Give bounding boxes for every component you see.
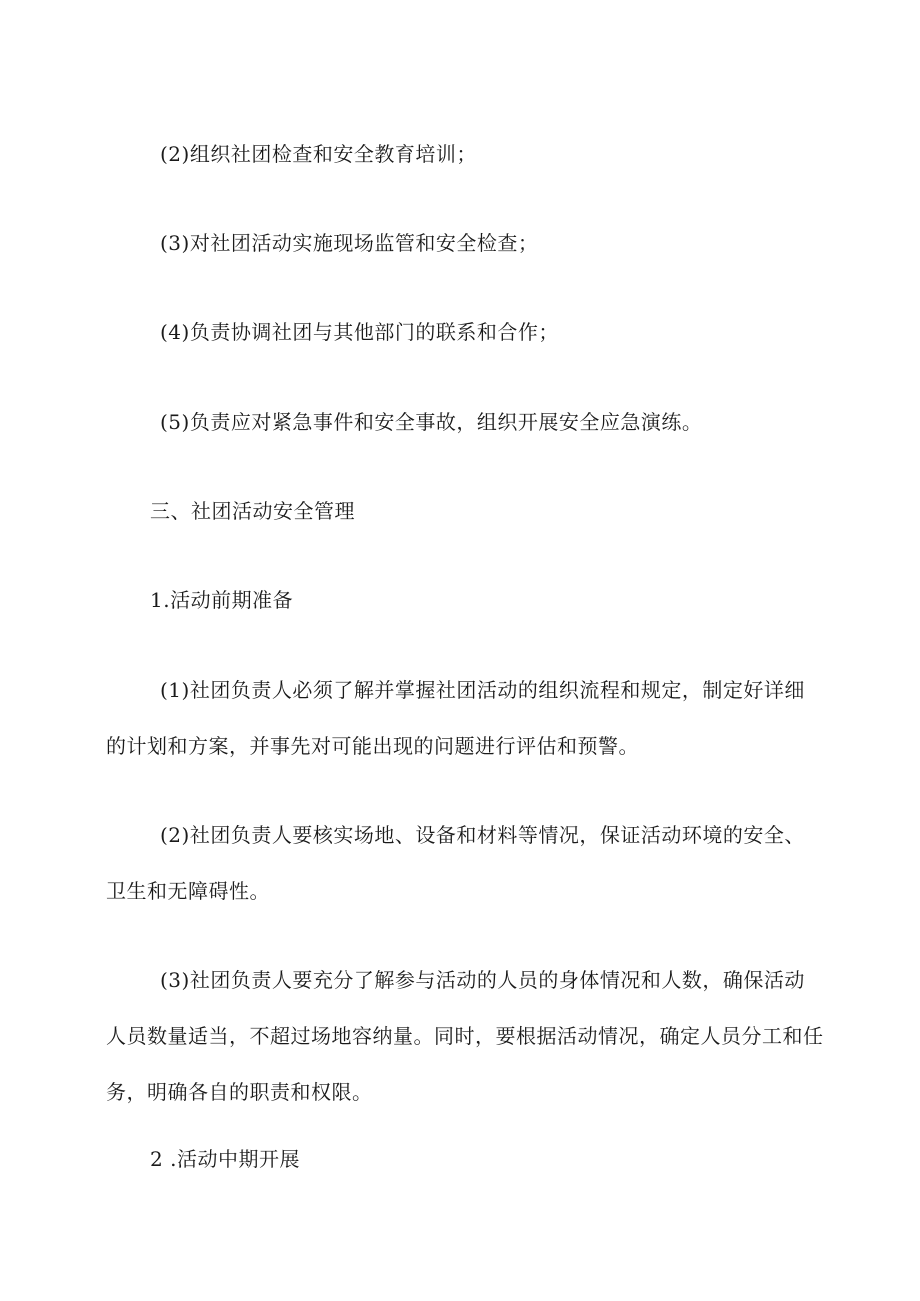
item-4-coordination: (4)负责协调社团与其他部门的联系和合作； xyxy=(160,320,559,344)
paragraph-3-line-2: 人员数量适当，不超过场地容纳量。同时，要根据活动情况，确定人员分工和任 xyxy=(106,1024,824,1048)
subsection-heading-1: 1.活动前期准备 xyxy=(150,588,294,612)
item-2-inspection-training: (2)组织社团检查和安全教育培训； xyxy=(160,142,477,166)
paragraph-3-line-1: (3)社团负责人要充分了解参与活动的人员的身体情况和人数，确保活动 xyxy=(160,968,805,992)
paragraph-2-line-2: 卫生和无障碍性。 xyxy=(106,879,270,903)
section-heading-3: 三、社团活动安全管理 xyxy=(150,499,355,523)
subsection-heading-2: 2 .活动中期开展 xyxy=(150,1147,300,1171)
paragraph-2-line-1: (2)社团负责人要核实场地、设备和材料等情况，保证活动环境的安全、 xyxy=(160,823,805,847)
item-5-emergency-response: (5)负责应对紧急事件和安全事故，组织开展安全应急演练。 xyxy=(160,410,703,434)
paragraph-1-line-1: (1)社团负责人必须了解并掌握社团活动的组织流程和规定，制定好详细 xyxy=(160,678,805,702)
paragraph-1-line-2: 的计划和方案，并事先对可能出现的问题进行评估和预警。 xyxy=(106,734,639,758)
paragraph-3-line-3: 务，明确各自的职责和权限。 xyxy=(106,1080,373,1104)
item-3-onsite-supervision: (3)对社团活动实施现场监管和安全检查； xyxy=(160,231,539,255)
